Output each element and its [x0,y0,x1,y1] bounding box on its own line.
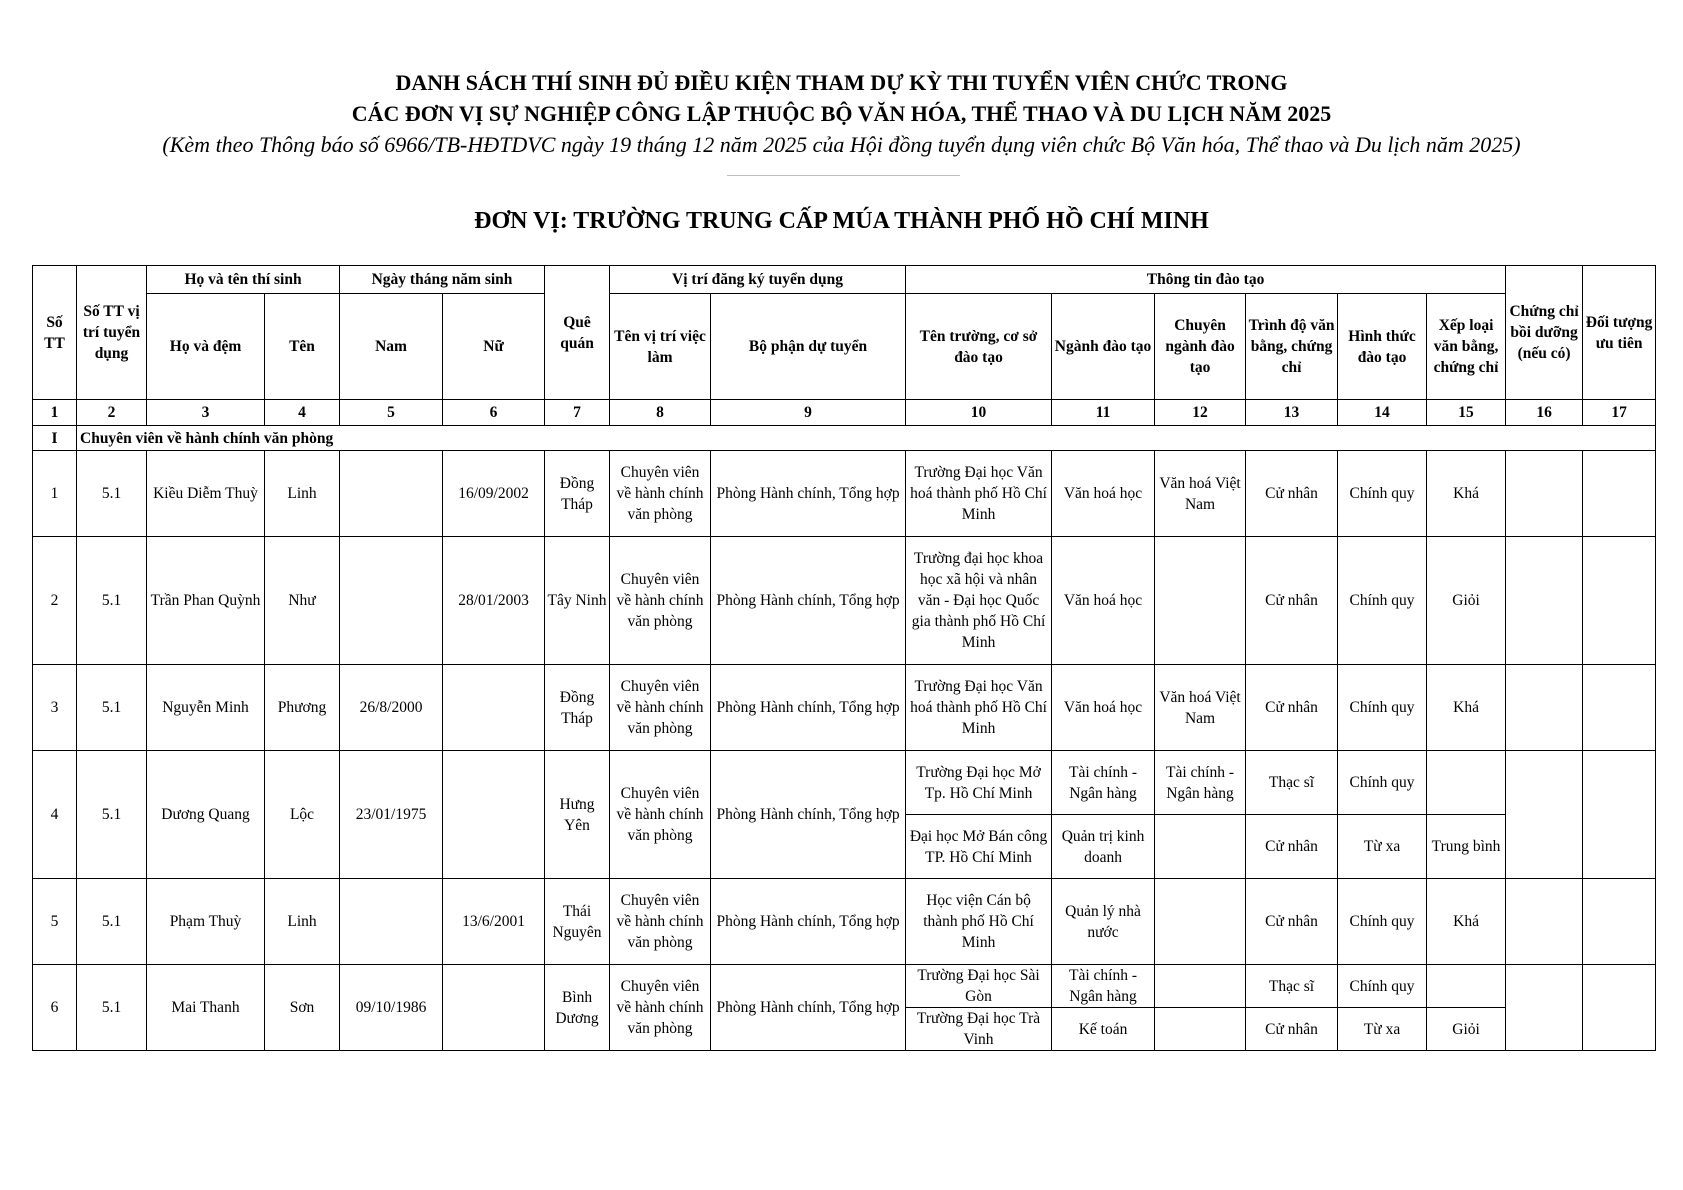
column-number: 15 [1427,400,1506,426]
column-number: 9 [711,400,906,426]
table-row [33,537,1656,665]
header-stt-vi-tri: Số TT vị trí tuyển dụng [77,266,147,400]
cell-hinh-thuc: Từ xa [1338,815,1427,879]
cell-nam [340,879,443,965]
cell-ten: Lộc [265,751,340,879]
column-number: 2 [77,400,147,426]
cell-xep-loai: Giỏi [1427,1008,1506,1051]
cell-truong: Học viện Cán bộ thành phố Hồ Chí Minh [906,879,1052,965]
cell-chuyen-nganh: Văn hoá Việt Nam [1155,451,1246,537]
header-vi-tri: Vị trí đăng ký tuyển dụng [610,266,906,294]
cell-hinh-thuc: Chính quy [1338,451,1427,537]
cell-nganh: Văn hoá học [1052,451,1155,537]
cell-ho-dem: Kiều Diễm Thuỳ [147,451,265,537]
cell-trinh-do: Cử nhân [1246,1008,1338,1051]
cell-chung-chi [1506,879,1583,965]
cell-nganh: Văn hoá học [1052,537,1155,665]
cell-vi-tri: Chuyên viên về hành chính văn phòng [610,965,711,1051]
cell-trinh-do: Thạc sĩ [1246,965,1338,1008]
cell-vt: 5.1 [77,451,147,537]
cell-chuyen-nganh [1155,879,1246,965]
cell-chung-chi [1506,451,1583,537]
column-number: 16 [1506,400,1583,426]
header-nu: Nữ [443,294,545,400]
column-number: 13 [1246,400,1338,426]
cell-nu [443,965,545,1051]
cell-truong: Trường Đại học Sài Gòn [906,965,1052,1008]
cell-vt: 5.1 [77,537,147,665]
cell-xep-loai: Giỏi [1427,537,1506,665]
cell-ho-dem: Phạm Thuỳ [147,879,265,965]
cell-hinh-thuc: Chính quy [1338,879,1427,965]
cell-vt: 5.1 [77,965,147,1051]
cell-nganh: Tài chính - Ngân hàng [1052,751,1155,815]
cell-truong: Trường Đại học Văn hoá thành phố Hồ Chí Minh [906,451,1052,537]
header-ngay-sinh: Ngày tháng năm sinh [340,266,545,294]
cell-ho-dem: Nguyễn Minh [147,665,265,751]
table-row [33,665,1656,751]
cell-nam: 26/8/2000 [340,665,443,751]
cell-uu-tien [1583,751,1656,879]
cell-ten: Như [265,537,340,665]
cell-chung-chi [1506,965,1583,1051]
column-number: 5 [340,400,443,426]
header-dao-tao: Thông tin đào tạo [906,266,1506,294]
cell-hinh-thuc: Chính quy [1338,965,1427,1008]
cell-truong: Trường đại học khoa học xã hội và nhân văn - Đại học Quốc gia thành phố Hồ Chí Minh [906,537,1052,665]
cell-trinh-do: Cử nhân [1246,815,1338,879]
header-bo-phan: Bộ phận dự tuyển [711,294,906,400]
cell-vi-tri: Chuyên viên về hành chính văn phòng [610,751,711,879]
cell-trinh-do: Thạc sĩ [1246,751,1338,815]
cell-chuyen-nganh [1155,1008,1246,1051]
cell-nganh: Quản lý nhà nước [1052,879,1155,965]
cell-xep-loai [1427,751,1506,815]
cell-stt: 1 [33,451,77,537]
cell-hinh-thuc: Chính quy [1338,665,1427,751]
document-subtitle: (Kèm theo Thông báo số 6966/TB-HĐTDVC ngày 19 tháng 12 năm 2025 của Hội đồng tuyển dụng viên chức Bộ Văn hóa, Thể thao và Du lịch năm 2025) [162,132,1521,157]
cell-trinh-do: Cử nhân [1246,879,1338,965]
cell-nu: 28/01/2003 [443,537,545,665]
cell-vi-tri: Chuyên viên về hành chính văn phòng [610,537,711,665]
table-row [33,751,1656,815]
cell-nu: 13/6/2001 [443,879,545,965]
cell-vt: 5.1 [77,879,147,965]
candidate-table [32,265,1656,1051]
cell-truong: Đại học Mở Bán công TP. Hồ Chí Minh [906,815,1052,879]
cell-vt: 5.1 [77,665,147,751]
cell-trinh-do: Cử nhân [1246,451,1338,537]
cell-truong: Trường Đại học Mở Tp. Hồ Chí Minh [906,751,1052,815]
cell-hinh-thuc: Chính quy [1338,537,1427,665]
header-xep-loai: Xếp loại văn bằng, chứng chỉ [1427,294,1506,400]
cell-bo-phan: Phòng Hành chính, Tổng hợp [711,665,906,751]
cell-nganh: Văn hoá học [1052,665,1155,751]
cell-stt: 5 [33,879,77,965]
cell-chung-chi [1506,665,1583,751]
column-number: 1 [33,400,77,426]
cell-chuyen-nganh: Tài chính - Ngân hàng [1155,751,1246,815]
header-ho-dem: Họ và đệm [147,294,265,400]
cell-vi-tri: Chuyên viên về hành chính văn phòng [610,879,711,965]
column-number: 10 [906,400,1052,426]
unit-heading: ĐƠN VỊ: TRƯỜNG TRUNG CẤP MÚA THÀNH PHỐ HỒ CHÍ MINH [474,208,1209,234]
cell-nganh: Kế toán [1052,1008,1155,1051]
cell-que: Tây Ninh [545,537,610,665]
cell-xep-loai: Khá [1427,665,1506,751]
cell-nam [340,451,443,537]
cell-trinh-do: Cử nhân [1246,665,1338,751]
cell-truong: Trường Đại học Văn hoá thành phố Hồ Chí Minh [906,665,1052,751]
document-title-line-2: CÁC ĐƠN VỊ SỰ NGHIỆP CÔNG LẬP THUỘC BỘ VĂN HÓA, THỂ THAO VÀ DU LỊCH NĂM 2025 [351,101,1332,126]
cell-que: Bình Dương [545,965,610,1051]
cell-uu-tien [1583,537,1656,665]
cell-stt: 3 [33,665,77,751]
title-separator [727,175,960,176]
header-ten-vi-tri: Tên vị trí việc làm [610,294,711,400]
column-number: 12 [1155,400,1246,426]
table-row [33,879,1656,965]
header-ho-ten: Họ và tên thí sinh [147,266,340,294]
table-row [33,965,1656,1008]
cell-chuyen-nganh [1155,537,1246,665]
column-number: 6 [443,400,545,426]
column-number: 8 [610,400,711,426]
cell-vi-tri: Chuyên viên về hành chính văn phòng [610,451,711,537]
cell-xep-loai: Khá [1427,879,1506,965]
cell-bo-phan: Phòng Hành chính, Tổng hợp [711,751,906,879]
cell-nganh: Tài chính - Ngân hàng [1052,965,1155,1008]
cell-chuyen-nganh: Văn hoá Việt Nam [1155,665,1246,751]
header-chung-chi: Chứng chỉ bồi dưỡng (nếu có) [1506,266,1583,400]
cell-stt: 4 [33,751,77,879]
header-nam: Nam [340,294,443,400]
cell-truong: Trường Đại học Trà Vinh [906,1008,1052,1051]
cell-ten: Linh [265,451,340,537]
header-que-quan: Quê quán [545,266,610,400]
column-number: 4 [265,400,340,426]
cell-uu-tien [1583,965,1656,1051]
cell-ten: Linh [265,879,340,965]
cell-nu [443,665,545,751]
cell-nam: 09/10/1986 [340,965,443,1051]
cell-stt: 6 [33,965,77,1051]
cell-vt: 5.1 [77,751,147,879]
cell-que: Hưng Yên [545,751,610,879]
column-number: 3 [147,400,265,426]
section-label: Chuyên viên về hành chính văn phòng [77,426,1656,451]
header-chuyen-nganh: Chuyên ngành đào tạo [1155,294,1246,400]
cell-vi-tri: Chuyên viên về hành chính văn phòng [610,665,711,751]
cell-chung-chi [1506,537,1583,665]
cell-uu-tien [1583,879,1656,965]
cell-trinh-do: Cử nhân [1246,537,1338,665]
cell-bo-phan: Phòng Hành chính, Tổng hợp [711,537,906,665]
cell-stt: 2 [33,537,77,665]
table-row [33,451,1656,537]
table-body [33,426,1656,1051]
header-truong: Tên trường, cơ sở đào tạo [906,294,1052,400]
cell-xep-loai: Khá [1427,451,1506,537]
header-nganh: Ngành đào tạo [1052,294,1155,400]
header-hinh-thuc: Hình thức đào tạo [1338,294,1427,400]
cell-bo-phan: Phòng Hành chính, Tổng hợp [711,451,906,537]
cell-ho-dem: Dương Quang [147,751,265,879]
cell-que: Đồng Tháp [545,665,610,751]
cell-nam: 23/01/1975 [340,751,443,879]
table-header [33,266,1656,426]
column-number: 14 [1338,400,1427,426]
cell-hinh-thuc: Từ xa [1338,1008,1427,1051]
header-stt: Số TT [33,266,77,400]
cell-nam [340,537,443,665]
header-uu-tien: Đối tượng ưu tiên [1583,266,1656,400]
cell-hinh-thuc: Chính quy [1338,751,1427,815]
cell-que: Thái Nguyên [545,879,610,965]
column-number-row [33,400,1656,426]
document-title-line-1: DANH SÁCH THÍ SINH ĐỦ ĐIỀU KIỆN THAM DỰ KỲ THI TUYỂN VIÊN CHỨC TRONG [395,70,1288,95]
header-ten: Tên [265,294,340,400]
cell-nu: 16/09/2002 [443,451,545,537]
section-number: I [33,426,77,451]
cell-que: Đồng Tháp [545,451,610,537]
cell-uu-tien [1583,451,1656,537]
cell-nganh: Quản trị kinh doanh [1052,815,1155,879]
cell-bo-phan: Phòng Hành chính, Tổng hợp [711,965,906,1051]
cell-ho-dem: Trần Phan Quỳnh [147,537,265,665]
cell-bo-phan: Phòng Hành chính, Tổng hợp [711,879,906,965]
cell-xep-loai: Trung bình [1427,815,1506,879]
section-row [33,426,1656,451]
cell-ten: Sơn [265,965,340,1051]
cell-chuyen-nganh [1155,815,1246,879]
cell-nu [443,751,545,879]
cell-ho-dem: Mai Thanh [147,965,265,1051]
cell-uu-tien [1583,665,1656,751]
column-number: 17 [1583,400,1656,426]
column-number: 7 [545,400,610,426]
column-number: 11 [1052,400,1155,426]
cell-chung-chi [1506,751,1583,879]
header-trinh-do: Trình độ văn bằng, chứng chỉ [1246,294,1338,400]
cell-ten: Phương [265,665,340,751]
cell-chuyen-nganh [1155,965,1246,1008]
cell-xep-loai [1427,965,1506,1008]
